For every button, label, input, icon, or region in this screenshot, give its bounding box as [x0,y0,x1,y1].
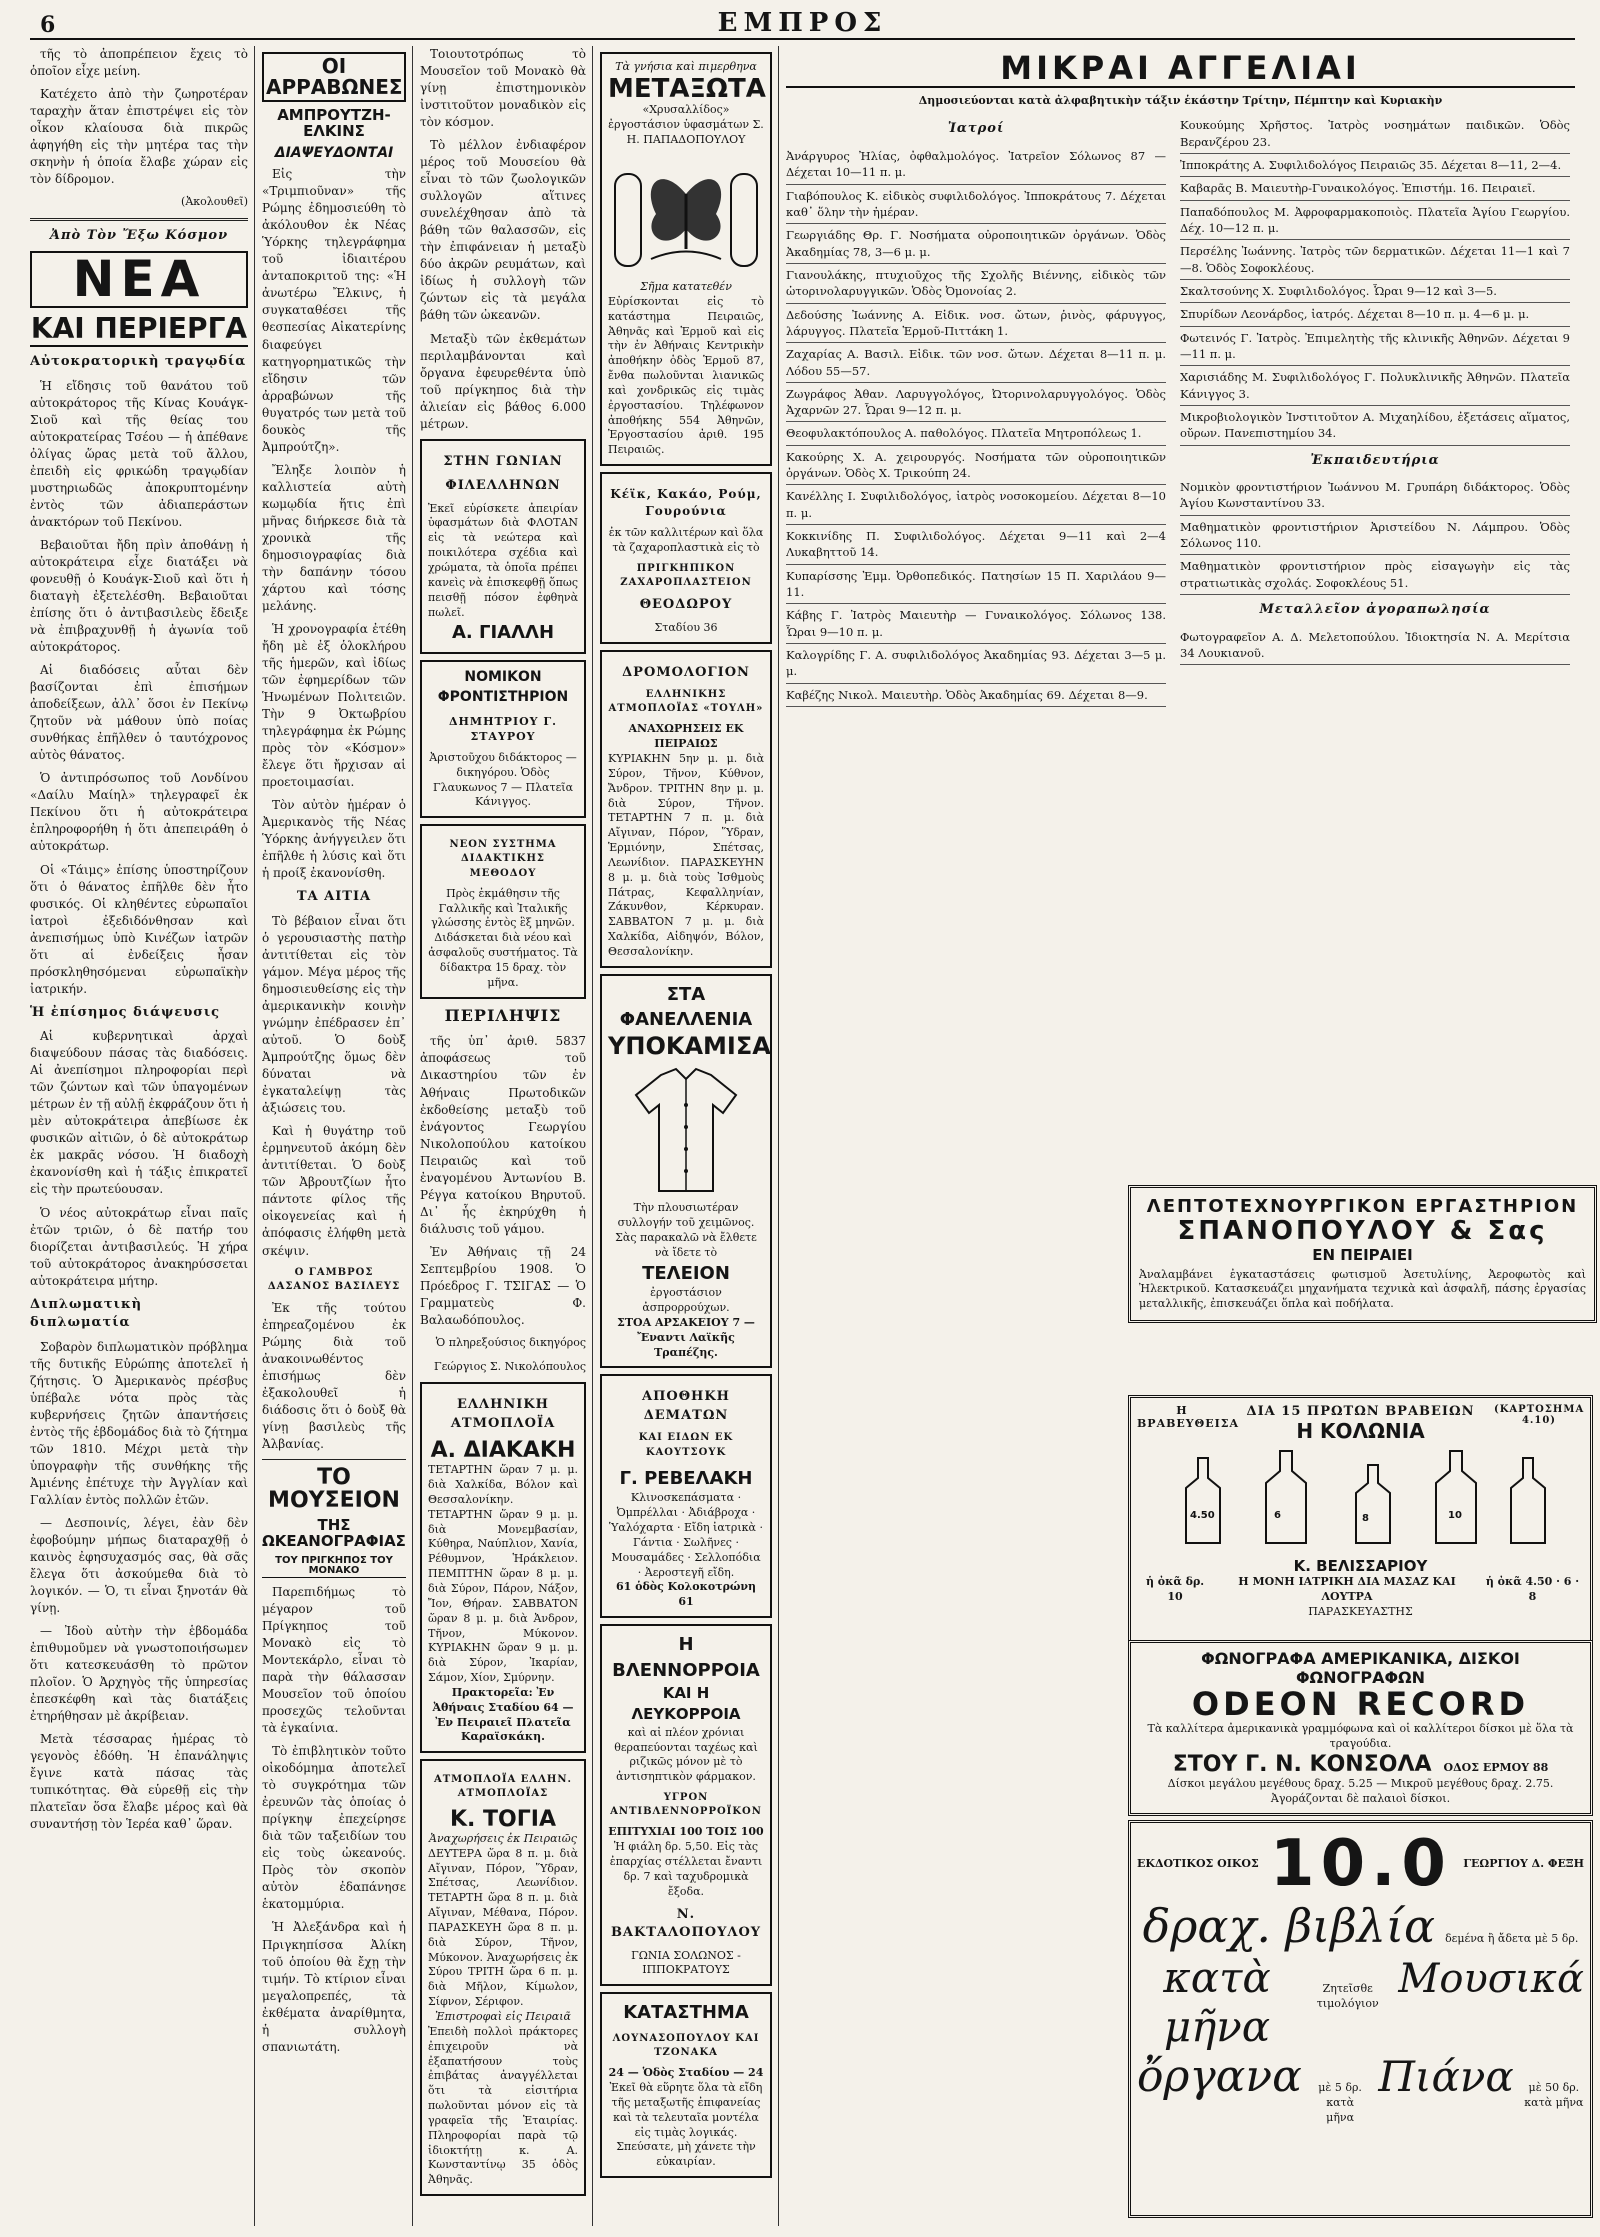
ad-text: Τὴν πλουσιωτέραν συλλογήν τοῦ χειμῶνος. Σὰς παρακαλῶ νὰ ἔλθετε νὰ ἴδετε τὸ [615,1201,757,1259]
ad-heading: Κ. ΒΕΛΙΣΣΑΡΙΟΥ [1293,1557,1428,1575]
column-rule [592,46,593,2226]
classified-item: Ἀνάργυρος Ἠλίας, ὀφθαλμολόγος. Ἰατρεῖον Σόλωνος 87 — Δέχεται 10—11 π. μ. [786,145,1166,185]
ad-vlennorroia [600,1624,772,1986]
classified-item: Σπυρίδων Λεονάρδος, ἰατρός. Δέχεται 8—10 π. μ. 4—6 μ. μ. [1180,303,1570,326]
ad-text: μὲ 50 δρ. κατὰ μῆνα [1524,2081,1584,2110]
ad-heading: ΘΕΟΔΩΡΟΥ [639,597,733,613]
ad-heading: ΣΤΟΥ Γ. Ν. ΚΟΝΣΟΛΑ [1172,1751,1432,1777]
ad-text: Δίσκοι μεγάλου μεγέθους δραχ. 5.25 — Μικροῦ μεγέθους δραχ. 2.75. Ἀγοράζονται δὲ παλαιοὶ δίσκοι. [1167,1776,1554,1805]
ad-zacharoplasteion [600,472,772,643]
subheading: Αὐτοκρατορικὴ τραγῳδία [30,354,247,370]
article-text: τῆς ὑπ᾽ ἀριθ. 5837 ἀποφάσεως τοῦ Δικαστηρίου τῶν ἐν Ἀθήναις Πρωτοδικῶν ἐκδοθείσης μεταξὺ τοῦ ἐνάγοντος Γεωργίου Νικολοπούλου κατοίκου Πειραιῶς καὶ τοῦ ἐναγομένου Ἀντωνίου Β. Ρέγγα κατοίκου Βηρυτοῦ. Δι᾽ ἧς ἐκηρύχθη ἡ διάλυσις τοῦ γάμου. [420,1034,586,1236]
article-text: Μετὰ τέσσαρας ἡμέρας τὸ γεγονὸς ἐδόθη. Ἡ ἐπανάληψις ἔγινε κατὰ πάσας τὰς τυπικότητας. Θὰ εὑρεθῇ εἰς τὴν πλατεῖαν ὅσα ἔλαβε μέρος καὶ θὰ συναντήσῃ τὸν Ἱερέα καθ᾽ ὥραν. [30,1732,248,1832]
article-text: Καὶ ἡ θυγάτηρ τοῦ ἑρμηνευτοῦ ἀκόμη δὲν ἀντιτίθεται. Ὁ δοὺξ τῶν Ἀβρουτζίων ἦτο πάντοτε φίλος τῆς οἰκογενείας καὶ ἡ ἀπόφασις ἐλήφθη μετὰ σκέψιν. [262,1124,406,1258]
column-rule [778,46,779,2226]
classified-item: Παπαδόπουλος Μ. Ἀφροφαρμακοποιὸς. Πλατεῖα Ἁγίου Γεωργίου. Δέχ. 10—12 π. μ. [1180,201,1570,241]
ad-address: ΓΩΝΙΑ ΣΟΛΩΝΟΣ - ΙΠΠΟΚΡΑΤΟΥΣ [631,1948,741,1977]
classified-item: Μικροβιολογικὸν Ἰνστιτοῦτον Α. Μιχαηλίδου, ἐξετάσεις αἵματος, οὔρων. Πανεπιστημίου 34. [1180,406,1570,446]
classified-item: Χαρισιάδης Μ. Συφιλιδολόγος Γ. Πολυκλινικῆς Ἀθηνῶν. Πλατεῖα Κάνιγγος 3. [1180,366,1570,406]
column-4 [600,46,772,2226]
ad-address: Σταδίου 36 [654,620,718,634]
article-text: Παρεπιδήμως τὸ μέγαρον τοῦ Πρίγκηπος τοῦ Μονακὸ εἰς τὸ Μοντεκάρλο, εἶναι τὸ παρὰ τὴν θάλασσαν Μουσεῖον τοῦ ὁποίου προσεχῶς τελοῦνται τὰ ἐγκαίνια. [262,1584,406,1736]
headline-okeanografias: ΤΗΣ ΩΚΕΑΝΟΓΡΑΦΙΑΣ [262,1516,406,1551]
ad-text: Σῆμα κατατεθέν [640,279,732,293]
classified-item: Καλογρίδης Γ. Α. συφιλιδολόγος Ἀκαδημίας 93. Δέχεται 3—5 μ. μ. [786,644,1166,684]
classified-item: Κακούρης Χ. Α. χειρουργός. Νοσήματα τῶν οὐροποιητικῶν ὀργάνων. Ὁδὸς Χ. Τρικούπη 24. [786,446,1166,486]
ad-heading: Α. ΔΙΑΚΑΚΗ [430,1438,576,1464]
ad-heading: Η ΚΟΛΩΝΙΑ [1296,1419,1425,1443]
ad-heading: ΠΡΙΓΚΗΠΙΚΟΝ ΖΑΧΑΡΟΠΛΑΣΤΕΙΟΝ [620,562,752,589]
classified-item: Περσέλης Ἰωάννης. Ἰατρὸς τῶν δερματικῶν. Δέχεται 11—1 καὶ 7—8. Ὁδὸς Σοφοκλέους. [1180,240,1570,280]
article-text: Μεταξὺ τῶν ἐκθεμάτων περιλαμβάνονται καὶ ὄργανα ἐφευρεθέντα ὑπὸ τοῦ πρίγκηπος διὰ τὴν ἀλιείαν εἰς βάθος 6.000 μέτρων. [420,331,586,431]
ad-text: ἐργοστάσιον ἀσπρορρούχων. [642,1286,730,1315]
ad-text: ΔΕΥΤΕΡΑ ὥρα 8 π. μ. διὰ Αἴγιναν, Πόρον, Ὕδραν, Σπέτσας, Λεωνίδιον. ΤΕΤΑΡΤΗ ὥρα 8 π. μ. διὰ Αἴγιναν, Μέθανα, Πόρον. ΠΑΡΑΣΚΕΥΗ ὥρα 8 π. μ. διὰ Σύρον, Τῆνον, Μύκονον. Ἀναχωρήσεις ἐκ Σύρου ΤΡΙΤΗ ὥρα 6 π. μ. διὰ Μῆλον, Κίμωλον, Σίφνον, Σέριφον. [428,1846,578,2009]
ad-heading: ΛΟΥΝΑΣΟΠΟΥΛΟΥ ΚΑΙ ΤΖΟΝΑΚΑ [612,2032,760,2059]
signature: Γεώργιος Σ. Νικολόπουλος [433,1359,586,1373]
ad-heading: ΔΡΟΜΟΛΟΓΙΟΝ [622,664,750,680]
article-text: Ἔληξε λοιπὸν ἡ καλλιστεία αὐτὴ κωμῳδία ἥτις ἐπὶ μῆνας διήρκεσε διὰ τὰ χρονικὰ τῆς δημοσιογραφίας διὰ τὴν δαπάνην τόσου χάρτου καὶ τόσης μελάνης. [262,462,406,613]
classified-section-heading: Μεταλλεῖον ἀγοραπωλησία [1259,602,1491,618]
column-1 [30,46,248,2226]
ad-text: ΕΚΔΟΤΙΚΟΣ ΟΙΚΟΣ [1137,1856,1259,1870]
article-text: Αἱ κυβερνητικαὶ ἀρχαὶ διαψεύδουν πάσας τὰς διαδόσεις. Αἱ ἀνεπίσημοι πληροφορίαι περὶ τῶν ζώντων καὶ τῶν ὑπαγομένων μέτρων ἐν τῇ αὐλῇ ἐκφράζουν ὅτι ἡ μὲν αὐτοκράτειρα ἀπεβίωσε ἐκ φυσικῶν αἰτιῶν, ὁ δὲ αὐτοκράτωρ ἐκ μακρᾶς νόσου. Ἡ διαδοχὴ ἐκανονίσθη καὶ ἡ τάξις ἐπικρατεῖ εἰς τὴν πρωτεύουσαν. [30,1029,248,1197]
ad-text: Ἐκεῖ θὰ εὕρητε ὅλα τὰ εἴδη τῆς μεταξωτῆς ἐπιφανείας καὶ τὰ τελευταῖα μοντέλα εἰς τιμὰς λογικάς. Σπεύσατε, μὴ χάνετε τὴν εὐκαιρίαν. [609,2081,763,2169]
ad-subheading: Ἐπιστροφαὶ εἰς Πειραιᾶ [435,2009,571,2023]
classified-item: Κάβης Γ. Ἰατρὸς Μαιευτὴρ — Γυναικολόγος. Σόλωνος 138. Ὧραι 9—10 π. μ. [786,604,1166,644]
ad-heading: Η ΒΛΕΝΝΟΡΡΟΙΑ [612,1634,760,1681]
column-2 [262,46,406,2226]
subheading: Ο ΓΑΜΒΡΟΣ ΔΑΣΑΝΟΣ ΒΑΣΙΛΕΥΣ [267,1266,401,1292]
classifieds-subheading: Δημοσιεύονται κατὰ ἀλφαβητικὴν τάξιν ἑκάστην Τρίτην, Πέμπτην καὶ Κυριακὴν [918,93,1443,107]
ad-heading: ΥΠΟΚΑΜΙΣΑ [608,1031,771,1060]
ad-heading: ΔΗΜΗΤΡΙΟΥ Γ. ΣΤΑΥΡΟΥ [448,714,557,744]
ad-heading: ΔΙΑ 15 ΠΡΩΤΩΝ ΒΡΑΒΕΙΩΝ [1246,1404,1475,1419]
classified-item: Ζωγράφος Ἀθαν. Λαρυγγολόγος, Ὠτορινολαρυγγολόγος. Ὁδὸς Ἀχαρνῶν 27. Ὧραι 9—12 π. μ. [786,383,1166,423]
ad-heading: Μουσικά [1398,1956,1584,2003]
article-text: Βεβαιοῦται ἤδη πρὶν ἀποθάνῃ ἡ αὐτοκράτειρα εἶχε διατάξει νὰ φονευθῇ ὁ Κουάγκ-Σιοῦ καὶ ὅτι ἡ διαταγὴ ἐξετελέσθη. Βεβαιοῦται ἐπίσης ὅτι ὁ ἀντιβασιλεὺς ἔδειξε νὰ ἐπιβραχυνθῇ ἡ ἀγωνία τοῦ αὐτοκράτορος. [30,537,248,655]
ad-heading: ΦΙΛΕΛΛΗΝΩΝ [445,478,561,494]
ad-heading: Κέϊκ, Κακάο, Ρούμ, Γουρούνια [610,487,762,519]
ad-text: Κλινοσκεπάσματα · Ὀμπρέλλαι · Ἀδιάβροχα · Ὑαλόχαρτα · Εἴδη ἰατρικὰ · Γάντια · Σωλῆνες · Μουσαμάδες · Σελλοπόδια · Ἀεροστεγῆ εἴδη. [609,1491,763,1579]
ad-text: ΠΑΡΑΣΚΕΥΑΣΤΗΣ [1308,1604,1413,1618]
article-text: Οἱ «Τάιμς» ἐπίσης ὑποστηρίζουν ὅτι ὁ θάνατος ἐπῆλθε δὲν ἦτο φυσικός. Οἱ κληθέντες εὐρωπαῖοι ἰατροὶ ἐξεδιδόνθησαν καὶ ἀνεπισήμως ὑπὸ Κινέζων ἰατρῶν ὅτι αἱ ἐνδείξεις ἦσαν πρόσκληθησόμεναι εὐρωπαϊκὴν ἰατρικήν. [30,862,248,996]
ad-address: ΣΤΟΑ ΑΡΣΑΚΕΙΟΥ 7 — Ἔναντι Λαϊκῆς Τραπέζης. [617,1315,755,1359]
classified-item: Μαθηματικὸν φροντιστήριον Ἀριστείδου Ν. Λάμπρου. Ὁδὸς Σόλωνος 110. [1180,516,1570,556]
ad-heading: ὄργανα [1137,2051,1302,2103]
ad-touli [600,650,772,968]
ad-heading: ΚΑΙ Η ΛΕΥΚΟΡΡΟΙΑ [631,1684,741,1724]
newspaper-title: ΕΜΠΡΟΣ [717,8,888,38]
classified-item: Γιαβόπουλος Κ. εἰδικὸς συφιλιδολόγος. Ἰπποκράτους 7. Δέχεται καθ᾽ ὅλην τὴν ἡμέραν. [786,185,1166,225]
masthead [30,8,1575,40]
signature: Ὁ πληρεξούσιος δικηγόρος [435,1335,586,1349]
classified-item: Δεδούσης Ἰωάννης Α. Εἰδικ. νοσ. ὤτων, ῥινὸς, φάρυγγος, λάρυγγος. Πλατεῖα Ἑρμοῦ-Πιττάκη 1. [786,304,1166,344]
classified-item: Φωτογραφεῖον Α. Δ. Μελετοπούλου. Ἰδιοκτησία Ν. Α. Μερίτσια 34 Λουκιανοῦ. [1180,626,1570,666]
ad-text: ΓΕΩΡΓΙΟΥ Δ. ΦΕΞΗ [1463,1856,1584,1870]
article-text: Ὁ ἀντιπρόσωπος τοῦ Λονδίνου «Δαίλυ Μαίηλ» τηλεγραφεῖ ἐκ Πεκίνου ὅτι ἡ αὐτοκράτειρα ἐπληροφορήθη ἡ ὅτι ἀπεπειράθη ὁ αὐτοκράτωρ. [30,771,248,854]
ad-togia [420,1759,586,2196]
ad-subheading: Ἀναχωρήσεις ἐκ Πειραιῶς [429,1831,577,1845]
svg-text:6: 6 [1273,1510,1281,1521]
classified-item: Ζαχαρίας Α. Βασιλ. Εἰδικ. τῶν νοσ. ὤτων. Δέχεται 8—11 π. μ. Λόδου 55—57. [786,343,1166,383]
article-text: — Ἰδοὺ αὐτὴν τὴν ἑβδομάδα ἐπιθυμοῦμεν νὰ γνωστοποιήσωμεν ὅτι κατεσκευάσθη τὸ πρῶτον πλοῖον. Ὁ Ἀρχηγὸς τῆς ὑπηρεσίας ἐπεσκέφθη καὶ τὰς διατάξεις ἐτηρήθησαν μὲ ἀκρίβειαν. [30,1624,248,1724]
ad-heading: ΕΝ ΠΕΙΡΑΙΕΙ [1312,1245,1413,1264]
column-rule [254,46,255,2226]
ad-konsola-records [1128,1640,1593,1816]
divider [30,218,248,221]
headline-diapseudontai: ΔΙΑΨΕΥΔΟΝΤΑΙ [274,144,394,161]
article-text: Ἐκ τῆς τούτου ἐπηρεαζομένου ἐκ Ρώμης διὰ τοῦ ἀνακοινωθέντος ἐπισήμως δὲν ἐξακολουθεῖ ἡ διάδοσις ὅτι ὁ δοὺξ θὰ γίνῃ βασιλεὺς τῆς Ἀλβανίας. [262,1300,406,1452]
ad-gialli [420,439,586,654]
ad-heading: ΣΠΑΝΟΠΟΥΛΟΥ & Σας [1177,1216,1548,1246]
article-text: Τὸ ἐπιβλητικὸν τοῦτο οἰκοδόμημα ἀποτελεῖ τὸ συγκρότημα τῶν ἐρευνῶν τὰς ὁποίας ὁ πρίγκηψ ἐπεχείρησε διὰ τῶν ταξειδίων του εἰς τοὺς ὠκεανούς. Πρὸς τὸν σκοπὸν αὐτὸν ἐδαπάνησε ἑκατομμύρια. [262,1744,406,1912]
subheading: ΤΑ ΑΙΤΙΑ [296,889,372,905]
ad-address: 24 — Ὁδὸς Σταδίου — 24 [608,2066,764,2080]
classified-item: Μαθηματικὸν φροντιστήριον πρὸς εἰσαγωγὴν εἰς τὰς στρατιωτικὰς σχολάς. Σοφοκλέους 51. [1180,555,1570,595]
column-3 [420,46,586,2226]
ad-ypokamisa [600,974,772,1369]
ad-text: «Χρυσαλλίδος» ἐργοστάσιον ὑφασμάτων Σ. Η. ΠΑΠΑΔΟΠΟΥΛΟΥ [608,103,764,147]
ad-text: Ἀναλαμβάνει ἐγκαταστάσεις φωτισμοῦ Ἀσετυλίνης, Ἀεροφωτὸς καὶ Ἠλεκτρικοῦ. Κατασκευάζει μηχανήματα τεχνικὰ καὶ ἀσφαλῆ, πάσης ἐργασίας μεταλλικῆς, ἐπισκευάζει ὅπλα καὶ ποδήλατα. [1139,1267,1586,1311]
ad-heading: ΥΓΡΟΝ ΑΝΤΙΒΛΕΝΝΟΡΡΟΪΚΟΝ [610,1792,762,1818]
ad-subheading: ΑΝΑΧΩΡΗΣΕΙΣ ΕΚ ΠΕΙΡΑΙΩΣ [628,722,744,751]
ad-heading: ODEON RECORD [1191,1685,1530,1723]
classified-item: Κανέλλης Ι. Συφιλιδολόγος, ἰατρὸς νοσοκομείου. Δέχεται 8—10 π. μ. [786,485,1166,525]
article-text: Εἰς τὴν «Τριμπιοῦναν» τῆς Ρώμης ἐδημοσιεύθη τὸ ἀκόλουθον ἐκ Νέας Ὑόρκης τηλεγράφημα τοῦ ἰδιαιτέρου ἀνταποκριτοῦ της: «Ἡ ἀνωτέρω Ἔλκινς, ἡ συγκαταθέσει τῆς θεσπεσίας Αἰκατερίνης διαφεύγει κατηγορηματικῶς τὴν εἴδησιν τῶν ἀρραβώνων τῆς θυγατρός των μετὰ τοῦ δουκὸς τῆς Ἀμπρούτζη». [262,167,406,454]
classified-item: Κυπαρίσσης Ἐμμ. Ὀρθοπεδικός. Πατησίων 15 Π. Χαριλάου 9—11. [786,565,1166,605]
headline-nea: ΝΕΑ [30,251,248,308]
ad-text: ΤΕΤΑΡΤΗΝ ὥραν 7 μ. μ. διὰ Χαλκίδα, Βόλον καὶ Θεσσαλονίκην. ΤΕΤΑΡΤΗΝ ὥραν 9 μ. μ. διὰ Μονεμβασίαν, Κύθηρα, Ναύπλιον, Χανία, Ρέθυμνον, Ἡράκλειον. ΠΕΜΠΤΗΝ ὥραν 8 μ. μ. διὰ Σύρον, Πάρον, Νάξον, Ἴον, Θήραν. ΣΑΒΒΑΤΟΝ ὥραν 8 μ. μ. διὰ Ἀνδρον, Τῆνον, Μύκονον. ΚΥΡΙΑΚΗΝ ὥραν 9 μ. μ. διὰ Σύρον, Ἰκαρίαν, Σάμον, Χίον, Σμύρνην. [428,1463,578,1685]
ad-text: Ἐκεῖ εὑρίσκετε ἀπειρίαν ὑφασμάτων διὰ ΦΛΟΤΑΝ εἰς τὰ νεώτερα καὶ ποικιλότερα σχέδια καὶ χρώματα, τὰ ὁποῖα πρέπει κανεὶς νὰ ἐπισκεφθῇ ὅπως πεισθῇ πόσον ἐφθηνὰ πωλεῖ. [428,501,578,619]
ad-text: δεμένα ἢ ἄδετα μὲ 5 δρ. [1445,1932,1579,1946]
article-text: Τὸ μέλλον ἐνδιαφέρον μέρος τοῦ Μουσείου θὰ εἶναι τὸ τῶν ζωολογικῶν συλλογῶν αἵτινες συνελέχθησαν ἀπὸ τὰ βάθη τῶν θαλασσῶν, εἰς τὴν ἐπιφάνειαν ἡ μεταξὺ δύο ἀκρῶν ρευμάτων, καὶ ἰδίως ἡ συλλογὴ τῶν ζώντων εἰς τὰ μεγάλα βάθη τῶν ὠκεανῶν. [420,138,586,323]
ad-signature: Ν. ΒΑΚΤΑΛΟΠΟΥΛΟΥ [610,1906,762,1941]
ad-text: Τὰ γνήσια καὶ πιμερθηνα [615,60,757,73]
ad-text: Η ΒΡΑΒΕΥΘΕΙΣΑ [1137,1404,1240,1430]
ad-text: καὶ αἱ πλέον χρόνιαι θεραπεύονται ταχέως καὶ ριζικῶς μόνον μὲ τὸ ἀντισηπτικὸν φάρμακον. [614,1725,758,1784]
ad-didaktiki [420,824,586,998]
classified-list-doctors [786,114,1166,707]
article-text: Ἡ χρονογραφία ἐτέθη ἤδη μὲ ἐξ ὁλοκλήρου τῆς ἡμερῶν, καὶ ἰδίως τῶν ἐφημερίδων τῶν Ἡνωμένων Πολιτειῶν. Τὴν 9 Ὀκτωβρίου τηλεγράφημα ἐκ Ρώμης πρὸς τὸν «Κόσμον» ἔλεγε ὅτι ἤρχισαν αἱ προετοιμασίαι. [262,622,406,790]
classified-item: Σκαλτσούνης Χ. Συφιλιδολόγος. Ὧραι 9—12 καὶ 3—5. [1180,280,1570,303]
ad-nomikon [420,660,586,818]
svg-text:10: 10 [1447,1510,1462,1521]
ad-heading: δραχ. βιβλία [1142,1899,1436,1954]
ad-heading: ΕΛΛΗΝΙΚΗ ΑΤΜΟΠΛΟΪΑ [450,1397,556,1431]
divider [262,1459,406,1460]
column-5-classifieds [786,46,1575,1176]
headline-monako: ΤΟΥ ΠΡΙΓΚΗΠΟΣ ΤΟΥ ΜΟΝΑΚΟ [262,1556,406,1578]
ad-fexi-books [1128,1820,1593,2218]
shirt-icon [631,1065,741,1195]
ad-metaxota [600,52,772,466]
article-text: Τοιουτοτρόπως τὸ Μουσεῖον τοῦ Μονακὸ θὰ γίνῃ ἐπιστημονικὸν ἰνστιτοῦτον μοναδικὸν εἰς τὸν κόσμον. [420,47,586,130]
column-rule [412,46,413,2226]
ad-price: ἡ ὀκᾶ 4.50 · 6 · 8 [1485,1575,1580,1603]
ad-lounasopoulou [600,1992,772,2178]
classified-item: Γιανουλάκης, πτυχιοῦχος τῆς Σχολῆς Βιέννης, εἰδικὸς τῶν ὠτορινολαρυγγικῶν. Ὁδὸς Ὀμονοίας 2. [786,264,1166,304]
classified-item: Ἰπποκράτης Α. Συφιλιδολόγος Πειραιῶς 35. Δέχεται 8—11, 2—4. [1180,154,1570,177]
ad-heading: ΤΕΛΕΙΟΝ [642,1262,730,1284]
classified-list-right [1180,114,1570,707]
ad-text: Εὑρίσκονται εἰς τὸ κατάστημα Πειραιῶς, Ἀθηνᾶς καὶ Ἑρμοῦ καὶ εἰς τὴν ἐν Ἀθήναις Κεντρικὴν ἀποθήκην ὁδὸς Ἑρμοῦ 87, ἔνθα πωλοῦνται λιανικῶς καὶ χονδρικῶς εἰς τιμὰς ἐργοστασίου. Τηλέφωνον ἀποθήκης 554 Ἀθηνῶν, Ἐργοστασίου ἀριθ. 195 Πειραιῶς. [608,294,764,457]
classified-item: Κουκούμης Χρῆστος. Ἰατρὸς νοσημάτων παιδικῶν. Ὁδὸς Βερανζέρου 23. [1180,114,1570,154]
ad-heading: ΛΕΠΤΟΤΕΧΝΟΥΡΓΙΚΟΝ ΕΡΓΑΣΤΗΡΙΟΝ [1146,1196,1579,1217]
ad-revelaki [600,1374,772,1618]
ad-text: Η ΜΟΝΗ ΙΑΤΡΙΚΗ ΔΙΑ ΜΑΣΑΖ ΚΑΙ ΛΟΥΤΡΑ [1238,1575,1456,1603]
article-text: τῆς τὸ ἀποπρέπειον ἔχεις τὸ ὁποῖον εἶχε μείνη. [30,47,248,79]
ad-heading: ΦΩΝΟΓΡΑΦΑ ΑΜΕΡΙΚΑΝΙΚΑ, ΔΙΣΚΟΙ ΦΩΝΟΓΡΑΦΩΝ [1201,1649,1520,1687]
page-number: 6 [40,12,56,38]
headline-names: ΑΜΠΡΟΥΤΖΗ-ΕΛΚΙΝΣ [277,106,391,140]
article-text: Τὸν αὐτὸν ἡμέραν ὁ Ἀμερικανὸς τῆς Νέας Ὑόρκης ἀνήγγειλεν ὅτι ἐπῆλθε ἡ λύσις καὶ ὅτι ἡ προίξ ἐκανονίσθη. [262,798,406,881]
ad-heading: ΝΟΜΙΚΟΝ ΦΡΟΝΤΙΣΤΗΡΙΟΝ [437,668,569,705]
subheading: Διπλωματικὴ διπλωματία [30,1296,143,1331]
headline-perierga: ΚΑΙ ΠΕΡΙΕΡΓΑ [30,314,248,347]
article-text: Ἡ Ἀλεξάνδρα καὶ ἡ Πριγκηπίσσα Ἀλίκη τοῦ ὁποίου θὰ ἔχῃ τὴν τιμήν. Τὸ κτίριον εἶναι μεγαλοπρεπές, τὰ ἐκθέματα ἀναρίθμητα, ἡ συλλογὴ σπανιωτάτη. [262,1920,406,2054]
headline-arravones: ΟΙ ΑΡΡΑΒΩΝΕΣ [262,52,406,102]
article-text: Ἐν Ἀθήναις τῇ 24 Σεπτεμβρίου 1908. Ὁ Πρόεδρος Γ. ΤΣΙΓΑΣ — Ὁ Γραμματεὺς Φ. Βαλαωδόπουλος. [420,1244,586,1327]
ad-signature: Α. ΓΙΑΛΛΗ [451,622,555,644]
classified-item: Γεωργιάδης Θρ. Γ. Νοσήματα οὐροποιητικῶν ὀργάνων. Ὁδὸς Ἀκαδημίας 78, 3—6 μ. μ. [786,224,1166,264]
ad-heading: ΜΕΤΑΞΩΤΑ [608,73,766,104]
article-text: Αἱ διαδόσεις αὗται δὲν βασίζονται ἐπὶ ἐπισήμων ἀποδείξεων, ἀλλ᾽ ὅσοι ἐν Πεκίνῳ ζητοῦν νὰ μάθουν ὑπὸ ποίας συνθήκας ἐπῆλθεν ὁ ταυτόχρονος αὐτὸς θάνατος. [30,663,248,763]
headline-mouseion: ΤΟ ΜΟΥΣΕΙΟΝ [268,1465,400,1514]
ad-address: Πρακτορεῖα: Ἐν Ἀθήναις Σταδίου 64 — Ἐν Πειραιεῖ Πλατεῖα Καραϊσκάκη. [432,1685,574,1744]
ad-heading: ΝΕΟΝ ΣΥΣΤΗΜΑ ΔΙΔΑΚΤΙΚΗΣ ΜΕΘΟΔΟΥ [449,839,557,879]
classified-item: Καβαρᾶς Β. Μαιευτὴρ-Γυναικολόγος. Ἐπιστήμ. 16. Πειραιεῖ. [1180,177,1570,200]
classified-item: Θεοφυλακτόπουλος Α. παθολόγος. Πλατεῖα Μητροπόλεως 1. [786,422,1166,445]
ad-heading: Γ. ΡΕΒΕΛΑΚΗ [619,1467,753,1489]
ad-text: Τὰ καλλίτερα ἀμερικανικὰ γραμμόφωνα καὶ οἱ καλλίτεροι δίσκοι μὲ ὅλα τὰ τραγούδια. [1147,1722,1574,1751]
ad-diakaki [420,1382,586,1753]
cologne-bottles-icon [1146,1443,1576,1553]
article-text: Κατέχετο ἀπὸ τὴν ζωηροτέραν ταραχὴν ἅταν ἐπιστρέψει εἰς τὸν οἶκον κλαίουσα διὰ πικρῶς ἀφηγήθη εἰς τὴν μητέρα τας τὴν σκηνὴν ἡ ὁποία ἔλαβε χώραν εἰς τὸν δίδρομον. [30,87,248,187]
ad-text: Πρὸς ἐκμάθησιν τῆς Γαλλικῆς καὶ Ἰταλικῆς γλώσσης ἐντὸς ἓξ μηνῶν. Διδάσκεται διὰ νέου καὶ ἀσφαλοῦς συστήματος. Τὰ δίδακτρα 15 δραχ. τὸν μῆνα. [428,886,578,989]
ad-price: ἡ ὀκᾶ δρ. 10 [1145,1575,1205,1603]
classified-section-heading: Ἰατροί [947,121,1005,137]
section-heading: Ἀπὸ Τὸν Ἔξω Κόσμον [49,227,229,243]
classified-item: Νομικὸν φροντιστήριον Ἰωάννου Μ. Γρυπάρη διδάκτορος. Ὁδὸς Ἁγίου Κωνσταντίνου 33. [1180,476,1570,516]
ad-text: Ζητεῖσθε τιμολόγιον [1316,1982,1379,2011]
ad-heading: Πιάνα [1378,2052,1514,2102]
svg-text:8: 8 [1361,1513,1369,1524]
ad-heading: ΚΑΤΑΣΤΗΜΑ [623,2002,749,2024]
ad-velissariou-cologne [1128,1395,1593,1643]
article-text: Τὸ βέβαιον εἶναι ὅτι ὁ γερουσιαστὴς πατὴρ ἀντιτίθεται εἰς τὸν γάμον. Μέγα μέρος τῆς δημοσιευθείσης εἰς τὴν ἀμερικανικὴν κοινὴν γνώμην ἐπέδρασεν ἐπ᾽ αὐτοῦ. Ὁ δοὺξ Ἀμπρούτζης ὅμως δὲν δύναται νὰ ἐγκαταλείψῃ τὰς ἀξιώσεις του. [262,913,406,1116]
subheading: Ἡ ἐπίσημος διάψευσις [30,1004,221,1020]
classified-item: Φωτεινός Γ. Ἰατρὸς. Ἐπιμελητὴς τῆς κλινικῆς Ἀθηνῶν. Δέχεται 9—11 π. μ. [1180,327,1570,367]
classified-section-heading: Ἐκπαιδευτήρια [1310,452,1440,468]
svg-text:4.50: 4.50 [1189,1510,1215,1521]
classifieds-heading: ΜΙΚΡΑΙ ΑΓΓΕΛΙΑΙ [786,52,1575,88]
article-text: — Δεσποινίς, λέγει, ἐὰν δὲν ἐφοβούμην μήπως διαταραχθῇ ὁ καινὸς ἐφησυχασμός σας, θὰ σᾶς ἔλεγα ὅτι ἀσκούμεθα διὰ τὸ λογικόν. — Ὁ, τι εἶναι ξηνοτάν θὰ γίνῃ. [30,1515,248,1616]
ad-heading: 10.0 [1270,1827,1452,1901]
article-text: Ἡ εἴδησις τοῦ θανάτου τοῦ αὐτοκράτορος τῆς Κίνας Κουάγκ-Σιοῦ καὶ τῆς θείας του αὐτοκρατείρας Τσέου — ἡ ἀπέθανε ὀλίγας ὥρας μετὰ τοῦ ἄλλου, ἐπειδὴ εἰς φρικώδη τραγῳδίαν μυστηριωδῶς ἀποκρυπτομένην ἐντὸς τῶν ἀδιαπεράστων ἀνακτόρων τοῦ Πεκίνου. [30,378,248,529]
ad-text: Ἐπειδὴ πολλοὶ πράκτορες ἐπιχειροῦν νὰ ἐξαπατήσουν τοὺς ἐπιβάτας ἀναγγέλλεται ὅτι τὰ εἰσιτήρια πωλοῦνται μόνον εἰς τὰ γραφεῖα τῆς Ἑταιρίας. Πληροφορίαι παρὰ τῷ ἰδιοκτήτῃ κ. Α. Κωνσταντίνῳ 35 ὁδὸς Ἀθηνᾶς. [428,2024,578,2187]
ad-heading: Κ. ΤΟΓΙΑ [449,1806,556,1832]
ad-text: Ἡ φιάλη δρ. 5,50. Εἰς τὰς ἐπαρχίας στέλλεται ἔναντι δρ. 7 καὶ ταχυδρομικὰ ἔξοδα. [609,1840,763,1898]
ad-spanopoulou-workshop [1128,1185,1597,1323]
ad-heading: ΑΤΜΟΠΛΟΪΑ ΕΛΛΗΝ. ΑΤΜΟΠΛΟΪΑΣ [433,1774,573,1800]
ad-heading: ΕΛΛΗΝΙΚΗΣ ΑΤΜΟΠΛΟΪΑΣ «ΤΟΥΛΗ» [608,688,764,715]
ad-heading: ΣΤΑ ΦΑΝΕΛΛΕΝΙΑ [619,983,753,1031]
ad-text: μὲ 5 δρ. κατὰ μῆνα [1318,2081,1362,2125]
ad-heading: ΚΑΙ ΕΙΔΩΝ ΕΚ ΚΑΟΥΤΣΟΥΚ [638,1432,734,1458]
subheading: ΠΕΡΙΛΗΨΙΣ [444,1005,562,1025]
ad-address: ΟΔΟΣ ΕΡΜΟΥ 88 [1443,1760,1549,1774]
classified-item: Καβέζης Νικολ. Μαιευτὴρ. Ὁδὸς Ἀκαδημίας 69. Δέχεται 8—9. [786,684,1166,707]
ad-subheading: ΕΠΙΤΥΧΙΑΙ 100 ΤΟΙΣ 100 [608,1825,764,1839]
ad-heading: κατὰ μῆνα [1163,1953,1271,2052]
article-text: Ὁ νέος αὐτοκράτωρ εἶναι παῖς ἐτῶν τριῶν, ὁ δὲ πατήρ του διορίζεται ἀντιβασιλεύς. Ἡ χήρα τοῦ αὐτοκράτορος ἀνακηρύσσεται αὐτοκράτειρα μήτηρ. [30,1205,248,1288]
classified-item: Κοκκινίδης Π. Συφιλιδολόγος. Δέχεται 9—11 καὶ 2—4 Λυκαβηττοῦ 14. [786,525,1166,565]
ad-address: 61 ὁδὸς Κολοκοτρώνη 61 [615,1580,757,1609]
ad-heading: ΣΤΗΝ ΓΩΝΙΑΝ [443,453,563,469]
butterfly-trademark-icon [611,154,761,274]
ad-text: Ἀριστοῦχου διδάκτορος — δικηγόρου. Ὁδὸς Γλαυκωνος 7 — Πλατεῖα Κάνιγγος. [429,750,577,809]
continuation-note: (Ἀκολουθεῖ) [181,195,248,209]
ad-heading: ΑΠΟΘΗΚΗ ΔΕΜΑΤΩΝ [642,1389,730,1423]
ad-text: ΚΥΡΙΑΚΗΝ 5ην μ. μ. διὰ Σύρον, Τῆνον, Κύθνον, Ἄνδρον. ΤΡΙΤΗΝ 8ην μ. μ. διὰ Σύρον, Τῆνον. ΤΕΤΑΡΤΗΝ 7 π. μ. διὰ Αἴγιναν, Πόρον, Ὕδραν, Ἑρμιόνην, Σπέτσας, Λεωνίδιον. ΠΑΡΑΣΚΕΥΗΝ 8 μ. μ. διὰ τοὺς Ἰσθμοὺς Πάτρας, Κεφαλληνίαν, Ζάκυνθον, Κέρκυραν. ΣΑΒΒΑΤΟΝ 7 μ. μ. διὰ Χαλκίδα, Αἰδηψόν, Βόλον, Θεσσαλονίκην. [608,752,764,958]
article-text: Σοβαρὸν διπλωματικὸν πρόβλημα τῆς δυτικῆς Εὐρώπης ἀποτελεῖ ἡ ζήτησις. Ὁ Ἀμερικανὸς πρέσβυς ὑπέβαλε νότα πρὸς τὰς κυβερνήσεις ζητῶν ἀπαντήσεις ἐντὸς τῆς ἑβδομάδος διὰ τὸ ζήτημα τῶν 1810. Μέχρι μετὰ τὴν ὑπογραφὴν τῆς συνθήκης τῆς Ἀμιένης ἐπέτυχε τὴν Ἀγγλίαν καὶ Γαλλίαν ἐντὸς πολλῶν ἐτῶν. [30,1339,248,1507]
ad-text: (ΚΑΡΤΟΣΗΜΑ 4.10) [1494,1404,1585,1426]
ad-text: ἐκ τῶν καλλιτέρων καὶ ὅλα τὰ ζαχαροπλαστικὰ εἰς τὸ [608,526,764,554]
